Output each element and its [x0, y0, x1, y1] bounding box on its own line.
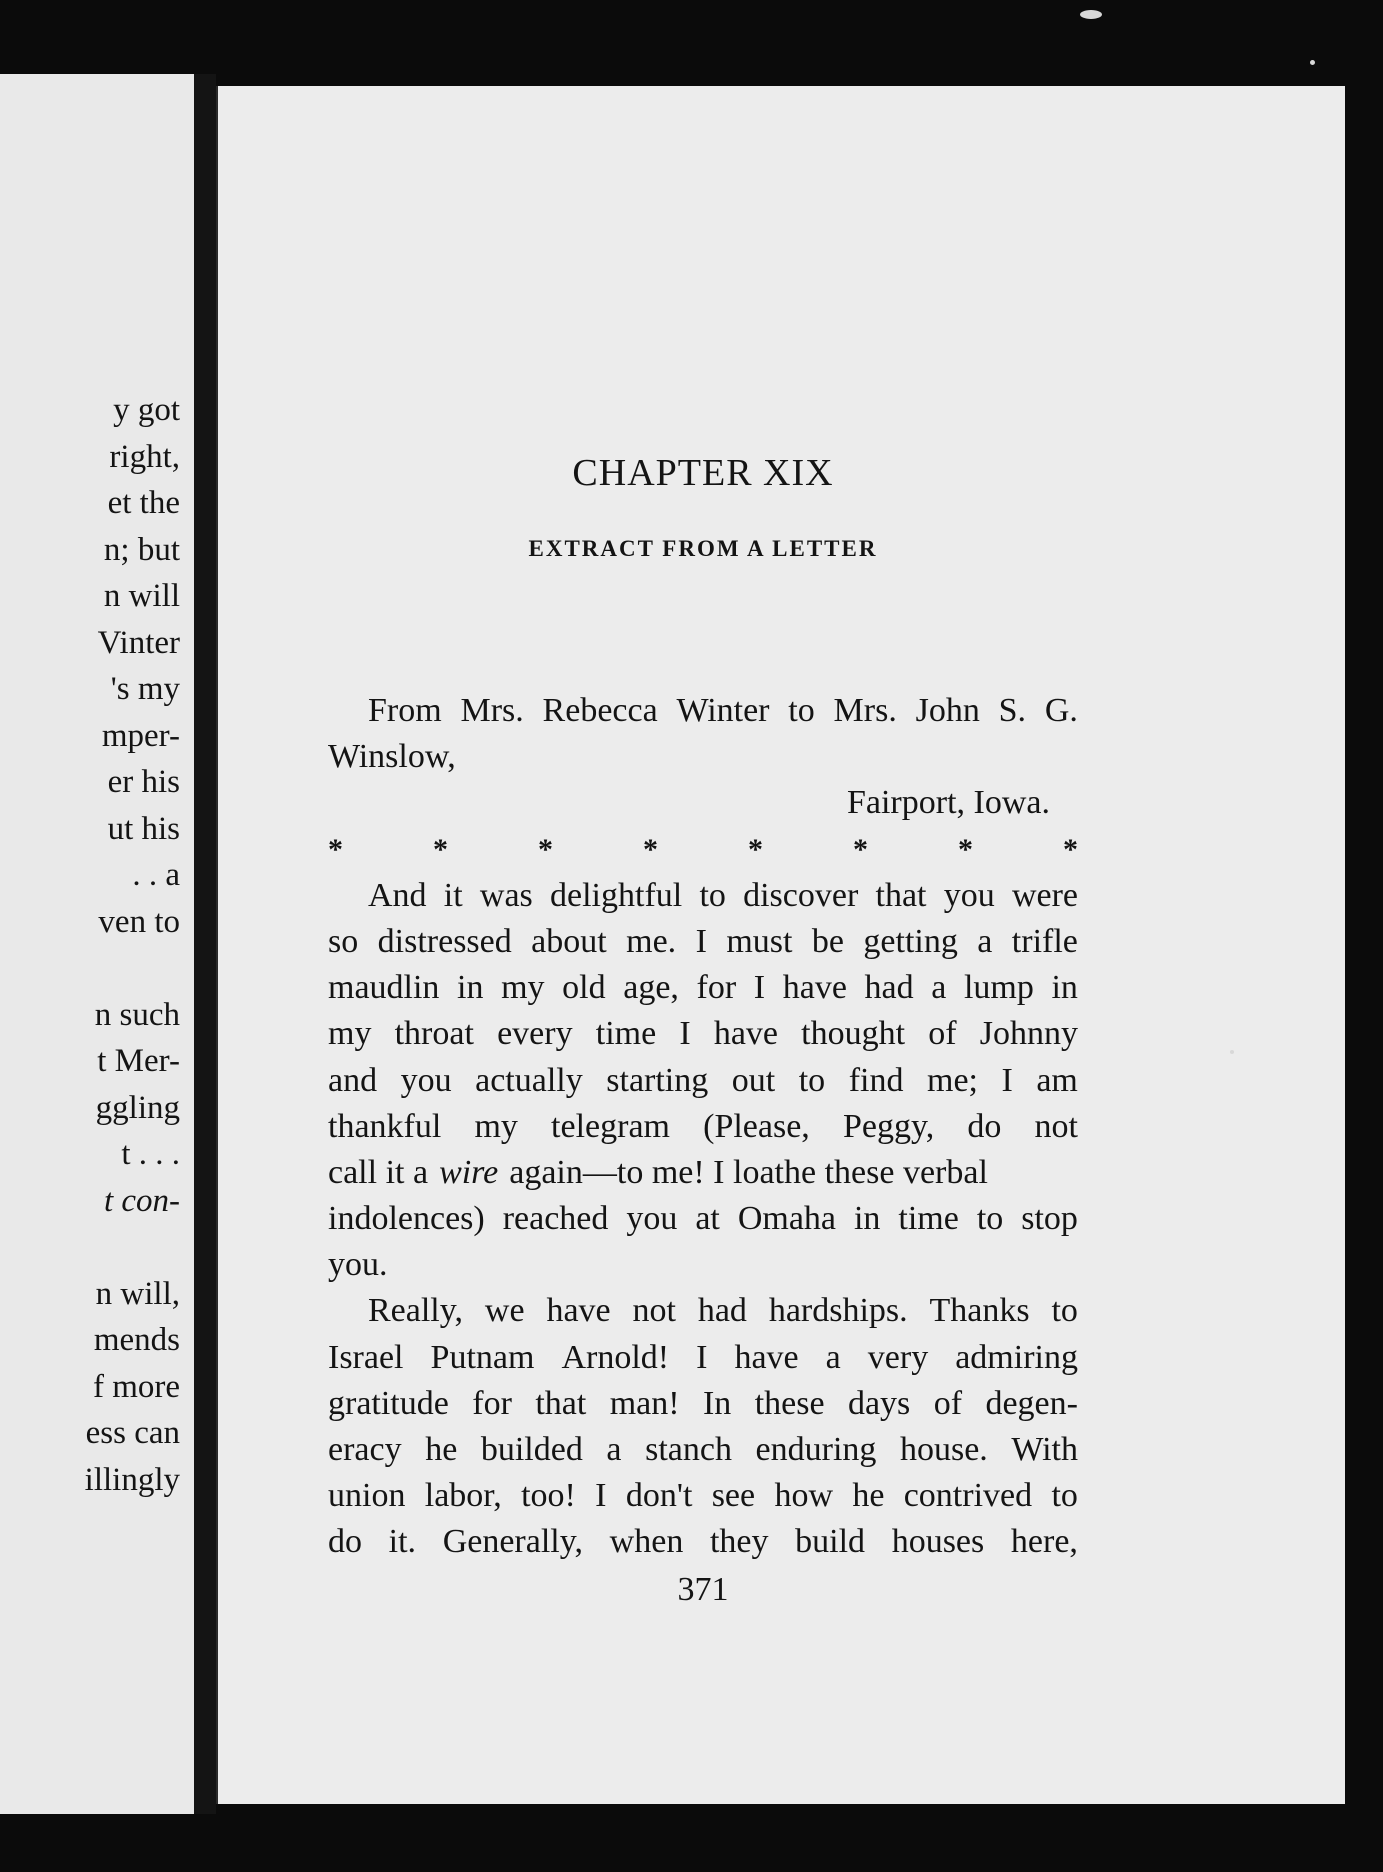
word: of	[933, 1384, 963, 1422]
word: had	[697, 1292, 747, 1330]
left-line: ess can	[85, 1415, 180, 1451]
word: for	[472, 1384, 512, 1422]
word: Omaha	[737, 1200, 837, 1238]
word: you	[943, 876, 995, 914]
paragraph-line	[328, 1288, 1078, 1334]
salutation-line: Winslow,	[328, 738, 456, 776]
left-line: n will	[103, 578, 180, 614]
word: John	[915, 692, 980, 729]
word: G.	[1044, 692, 1078, 729]
word: to	[976, 1200, 1004, 1238]
star: *	[328, 832, 343, 866]
left-page-text	[85, 387, 180, 1503]
paragraph-line	[328, 873, 1078, 919]
left-line: illingly	[84, 1461, 180, 1498]
word: hardships.	[768, 1292, 908, 1330]
word: starting	[606, 1061, 709, 1099]
word: see	[711, 1477, 756, 1515]
word: man!	[609, 1384, 680, 1422]
word: I	[1001, 1061, 1013, 1099]
word: telegram	[551, 1107, 670, 1145]
word: indolences)	[328, 1200, 485, 1238]
word: me.	[626, 922, 677, 960]
paragraph-line	[328, 1196, 1078, 1242]
word: he	[425, 1431, 458, 1468]
salutation-line	[328, 688, 1078, 734]
word: actually	[475, 1061, 583, 1099]
word: every	[497, 1015, 573, 1053]
word: Putnam	[430, 1338, 535, 1376]
paragraph-line	[328, 1473, 1078, 1519]
word: so	[328, 922, 359, 960]
word: in	[853, 1200, 881, 1238]
word: Winter	[676, 692, 770, 729]
word: stanch	[645, 1431, 732, 1468]
word: old	[562, 969, 606, 1007]
line-fragment: call it a	[328, 1153, 429, 1191]
word: we	[484, 1292, 525, 1330]
word: And	[368, 876, 427, 914]
word: stop	[1021, 1200, 1078, 1238]
left-line-gap	[85, 945, 180, 992]
word: labor,	[424, 1477, 502, 1515]
page-number: 371	[677, 1571, 729, 1608]
word: had	[864, 969, 914, 1007]
italic-word: wire	[439, 1153, 499, 1191]
right-page	[216, 86, 1345, 1804]
section-break-stars	[328, 827, 1078, 873]
word: of	[928, 1015, 957, 1053]
word: these	[754, 1384, 825, 1422]
word: Really,	[368, 1292, 464, 1330]
word: delightful	[550, 876, 683, 914]
star: *	[643, 832, 658, 866]
word: reached	[502, 1200, 609, 1238]
word: not	[632, 1292, 676, 1330]
word: Generally,	[442, 1523, 584, 1561]
word: I	[695, 922, 707, 960]
paragraph-line	[328, 965, 1078, 1011]
left-line: f more	[92, 1368, 180, 1405]
left-line: 's my	[110, 671, 180, 707]
word: find	[848, 1061, 904, 1099]
left-line: mper-	[101, 717, 180, 754]
word: have	[546, 1292, 611, 1330]
word: for	[696, 969, 737, 1007]
paragraph-line	[328, 1335, 1078, 1381]
word: admiring	[955, 1338, 1078, 1376]
word: I	[679, 1015, 691, 1053]
word: eracy	[328, 1431, 402, 1468]
word: discover	[743, 876, 859, 914]
word: From	[368, 692, 442, 729]
word: here,	[1010, 1523, 1078, 1561]
word: my	[474, 1107, 518, 1145]
word: build	[795, 1523, 866, 1561]
word: it.	[388, 1523, 417, 1561]
left-line-gap	[85, 1224, 180, 1271]
word: out	[731, 1061, 776, 1099]
word: to	[1051, 1477, 1078, 1515]
word: do	[328, 1523, 362, 1561]
word: Mrs.	[833, 692, 897, 729]
word: Rebecca	[542, 692, 658, 729]
word: at	[695, 1200, 720, 1238]
word: in	[1051, 969, 1078, 1007]
word: that	[535, 1384, 587, 1422]
word: contrived	[903, 1477, 1033, 1515]
word: that	[875, 876, 927, 914]
word: he	[852, 1477, 885, 1515]
paragraph-line	[328, 1381, 1078, 1427]
word: throat	[394, 1015, 474, 1053]
left-line: right,	[109, 438, 180, 475]
word: degen-	[985, 1384, 1078, 1422]
word: distressed	[377, 922, 512, 960]
left-line: t con-	[103, 1182, 180, 1219]
word: Thanks	[929, 1292, 1030, 1330]
word: have	[713, 1015, 779, 1053]
paragraph-line	[328, 1150, 1078, 1196]
word: S.	[998, 692, 1027, 729]
word: Arnold!	[561, 1338, 670, 1376]
left-line: ut his	[107, 810, 180, 847]
star: *	[1063, 832, 1078, 866]
word: were	[1011, 876, 1078, 914]
word: too!	[521, 1477, 576, 1515]
letter-place: Fairport, Iowa.	[846, 784, 1050, 822]
word: do	[967, 1107, 1002, 1145]
word: to	[699, 876, 726, 914]
left-line: y got	[113, 392, 180, 428]
star: *	[748, 832, 763, 866]
word: I	[595, 1477, 607, 1515]
star: *	[958, 832, 973, 866]
left-line: n such	[94, 996, 180, 1033]
word: getting	[863, 922, 958, 960]
word: trifle	[1011, 922, 1078, 960]
left-line: t Mer-	[97, 1043, 180, 1079]
word: how	[774, 1477, 833, 1515]
left-line: ven to	[98, 903, 180, 940]
paragraph-line	[328, 919, 1078, 965]
word: (Please,	[703, 1107, 810, 1145]
star: *	[853, 832, 868, 866]
word: lump	[963, 969, 1034, 1007]
word: union	[328, 1477, 406, 1515]
word: Israel	[328, 1338, 404, 1376]
left-line: . . a	[132, 857, 180, 893]
word: very	[867, 1338, 929, 1376]
left-line: n will,	[95, 1275, 180, 1312]
left-line: Vinter	[97, 624, 180, 661]
word: my	[328, 1015, 372, 1053]
word: time	[898, 1200, 959, 1238]
word: about	[531, 922, 607, 960]
star: *	[433, 832, 448, 866]
book-gutter	[194, 74, 216, 1814]
left-line: t . . .	[121, 1136, 180, 1172]
word: you	[626, 1200, 678, 1238]
word: my	[501, 969, 545, 1007]
word: to	[1051, 1292, 1078, 1330]
word: Johnny	[979, 1015, 1078, 1053]
scan-speck	[1230, 1050, 1234, 1054]
word: gratitude	[328, 1384, 449, 1422]
word: With	[1011, 1431, 1078, 1468]
word: a	[825, 1338, 841, 1376]
word: thought	[801, 1015, 906, 1053]
word: a	[931, 969, 947, 1007]
word: when	[609, 1523, 684, 1561]
paragraph-line: you.	[328, 1246, 388, 1284]
word: I	[753, 969, 766, 1007]
word: days	[847, 1384, 911, 1422]
letter-body	[328, 688, 1078, 1566]
paragraph-line	[328, 1058, 1078, 1104]
word: I	[696, 1338, 708, 1376]
word: builded	[480, 1431, 583, 1468]
word: age,	[623, 969, 679, 1007]
word: was	[479, 876, 533, 914]
word: you	[400, 1061, 452, 1099]
word: have	[734, 1338, 799, 1376]
left-line: mends	[93, 1322, 180, 1358]
paragraph-line	[328, 1104, 1078, 1150]
word: to	[788, 692, 815, 729]
line-fragment: again—to me! I loathe these verbal	[509, 1153, 988, 1191]
word: enduring	[755, 1431, 877, 1468]
word: In	[702, 1384, 732, 1422]
word: in	[457, 969, 484, 1007]
word: not	[1034, 1107, 1078, 1145]
word: time	[595, 1015, 657, 1053]
word: don't	[625, 1477, 693, 1515]
scan-speck	[1310, 60, 1315, 65]
word: me;	[927, 1061, 978, 1099]
word: maudlin	[328, 969, 440, 1007]
word: a	[606, 1431, 622, 1468]
word: have	[782, 969, 847, 1007]
word: be	[811, 922, 844, 960]
left-line: er his	[107, 764, 180, 800]
word: and	[328, 1061, 378, 1099]
word: Mrs.	[460, 692, 524, 729]
word: thankful	[328, 1107, 442, 1145]
word: to	[798, 1061, 826, 1099]
left-page	[0, 74, 197, 1814]
word: a	[977, 922, 993, 960]
scan-speck	[1080, 10, 1102, 19]
word: must	[726, 922, 793, 960]
paragraph-line	[328, 1519, 1078, 1565]
word: Peggy,	[842, 1107, 935, 1145]
word: it	[443, 876, 463, 914]
paragraph-line	[328, 1011, 1078, 1057]
word: they	[709, 1523, 769, 1561]
chapter-title: CHAPTER XIX	[572, 452, 834, 494]
paragraph-line	[328, 1427, 1078, 1473]
left-line: n; but	[103, 531, 180, 568]
left-line: ggling	[95, 1089, 180, 1126]
left-line: et the	[107, 485, 180, 521]
star: *	[538, 832, 553, 866]
word: am	[1036, 1061, 1078, 1099]
chapter-subtitle: EXTRACT FROM A LETTER	[528, 536, 878, 561]
word: houses	[891, 1523, 985, 1561]
word: house.	[899, 1431, 988, 1468]
